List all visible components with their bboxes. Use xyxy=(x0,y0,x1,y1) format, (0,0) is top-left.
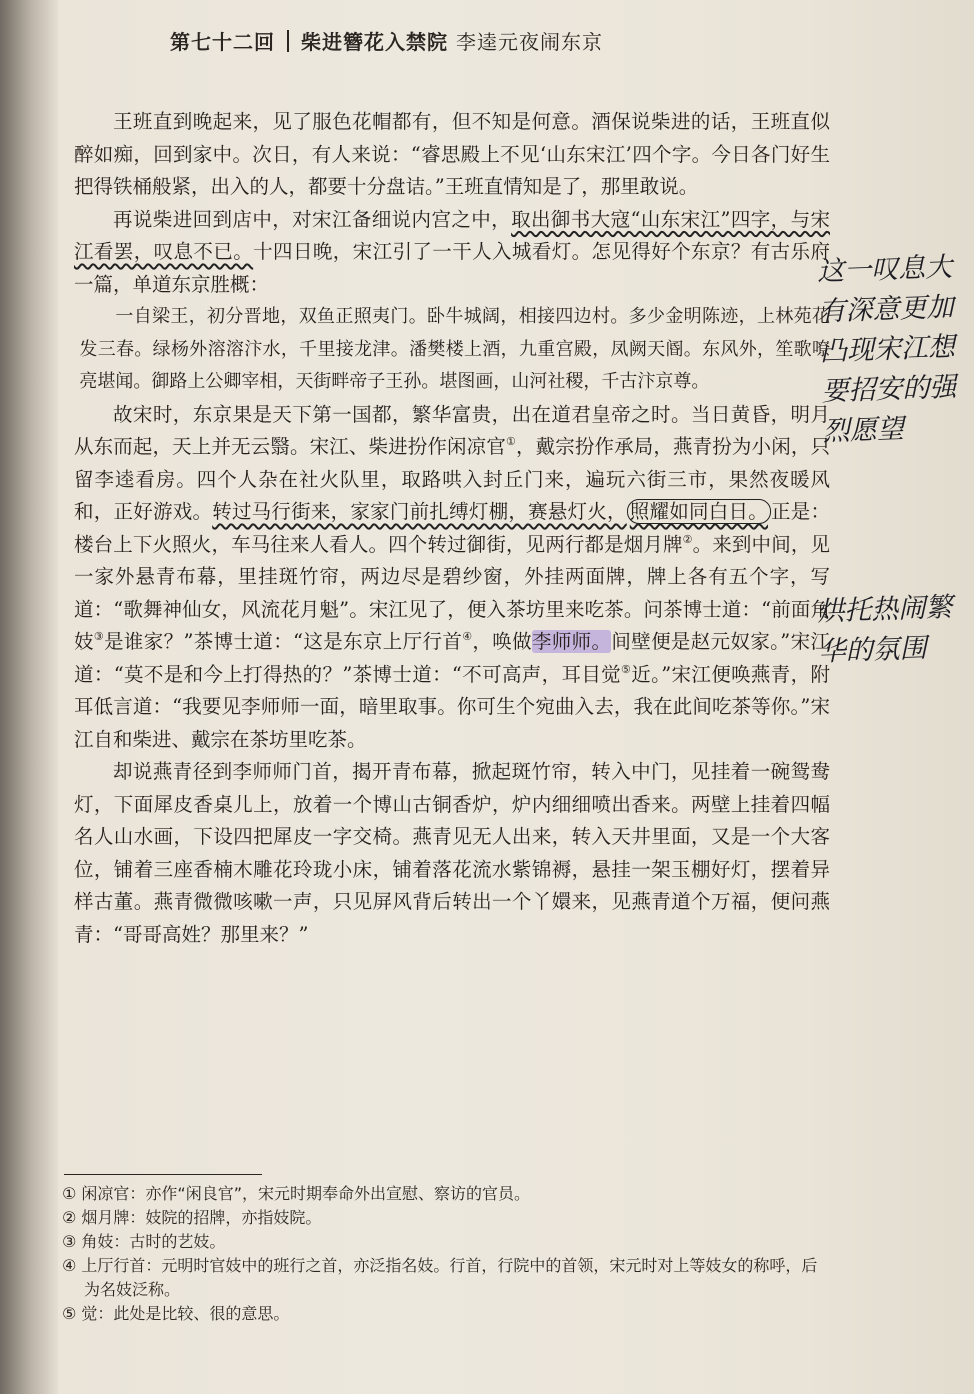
paragraph-text: 却说燕青径到李师师门首，揭开青布幕，掀起斑竹帘，转入中门，见挂着一碗鸳鸯灯，下面犀皮香桌儿上，放着一个博山古铜香炉，炉内细细喷出香来。两壁上挂着四幅名人山水画，下设四把犀皮一字交椅。燕青见无人出来，转入天井里面，又是一个大客位，铺着三座香楠木雕花玲珑小床，铺着落花流水紫锦褥，悬挂一架玉棚好灯，摆着异样古董。燕青微微咳嗽一声，只见屏风背后转出一个丫嬛来，见燕青道个万福，便问燕青：“哥哥高姓？那里来？” xyxy=(74,760,830,946)
chapter-title-part2: 李逵元夜闹东京 xyxy=(456,30,603,54)
footnote: ① 闲凉官：亦作“闲良官”，宋元时期奉命外出宣慰、察访的官员。 xyxy=(62,1184,531,1203)
paragraph-text: 。来到中间，见一家外悬青布幕，里挂斑竹帘，两边尽是碧纱窗，外挂两面牌，牌上各有五个字，写道：“歌舞神仙女，风流花月魁”。宋江见了，便入茶坊里来吃茶。问茶博士道：“前面角妓 xyxy=(74,532,830,653)
footnote-ref: ⑤ xyxy=(621,662,632,676)
paragraph-text: 是谁家？”茶博士道：“这是东京上厅行首 xyxy=(104,630,463,653)
footnote-ref: ④ xyxy=(462,630,473,643)
footnote-ref: ② xyxy=(682,532,693,546)
book-spine xyxy=(0,0,58,1394)
wavy-underlined-text: 转过马行街来，家家门前扎缚灯棚，赛悬灯火， xyxy=(212,500,627,523)
circled-text: 照耀如同白日。 xyxy=(627,499,771,524)
footnote-ref: ① xyxy=(505,435,516,448)
footnotes xyxy=(62,1182,832,1326)
footnote: ③ 角妓：古时的艺妓。 xyxy=(62,1232,226,1251)
main-text xyxy=(74,106,830,951)
paragraph-text: 十四日晚，宋江引了一干人入城看灯。怎见得好个东京？有古乐府一篇，单道东京胜概： xyxy=(74,240,830,296)
highlighted-text: 李师师。 xyxy=(531,630,612,653)
footnote: ④ 上厅行首：元明时官妓中的班行之首，亦泛指名妓。行首，行院中的首领，宋元时对上等妓女的称呼，后为名妓泛称。 xyxy=(62,1256,818,1299)
paragraph-text: 正是：楼台上下火照火，车马往来人看人。四个转过御街，见两行都是烟月牌 xyxy=(74,500,830,556)
paragraph xyxy=(74,756,830,951)
paragraph-text: 近。”宋江便唤燕青，附耳低言道：“我要见李师师一面，暗里取事。你可生个宛曲入去，我在此间吃茶等你。”宋江自和柴进、戴宗在茶坊里吃茶。 xyxy=(74,662,830,751)
paragraph-text: 再说柴进回到店中，对宋江备细说内宫之中， xyxy=(113,207,512,231)
footnote-divider xyxy=(64,1174,262,1175)
running-head xyxy=(170,26,730,66)
paragraph xyxy=(74,204,830,302)
paragraph xyxy=(74,399,830,757)
wavy-underlined-text: 取出御书大寇“山东宋江”四字，与宋江看罢，叹息不已。 xyxy=(74,207,830,263)
footnote-ref: ③ xyxy=(93,630,105,643)
paragraph-text: 间壁便是赵元奴家。”宋江道：“莫不是和今上打得热的？”茶博士道：“不可高声，耳目觉 xyxy=(74,630,830,686)
footnote: ② 烟月牌：妓院的招牌，亦指妓院。 xyxy=(62,1208,322,1227)
paragraph-text: 故宋时，东京果是天下第一国都，繁华富贵，出在道君皇帝之时。当日黄昏，明月从东而起，天上并无云翳。宋江、柴进扮作闲凉官 xyxy=(74,402,830,458)
paragraph-text: 王班直到晚起来，见了服色花帽都有，但不知是何意。酒保说柴进的话，王班直似醉如痴，回到家中。次日，有人来说：“睿思殿上不见‘山东宋江’四个字。今日各门好生把得铁桶般紧，出入的人，都要十分盘诘。”王班直情知是了，那里敢说。 xyxy=(74,110,830,198)
header-separator xyxy=(287,30,289,52)
paragraph-text: ，戴宗扮作承局，燕青扮为小闲，只留李逵看房。四个人杂在社火队里，取路哄入封丘门来，遍玩六街三市，果然夜暖风和，正好游戏。 xyxy=(74,435,830,523)
footnote: ⑤ 觉：此处是比较、很的意思。 xyxy=(62,1304,290,1323)
chapter-title-part1: 柴进簪花入禁院 xyxy=(301,30,448,54)
handwritten-annotation: 烘托热闹繁华的氛围 xyxy=(816,591,953,668)
poem-block xyxy=(74,301,830,399)
paragraph-text: ，唤做 xyxy=(472,630,532,653)
paragraph xyxy=(74,106,830,204)
chapter-number: 第七十二回 xyxy=(170,30,275,54)
poem-text: 一自梁王，初分晋地，双鱼正照夷门。卧牛城阔，相接四边村。多少金明陈迹，上林苑花发三春。绿杨外溶溶汴水，千里接龙津。潘樊楼上酒，九重宫殿，凤阙天阍。东风外，笙歌嘹亮堪闻。御路上公卿宰相，天街畔帝子王孙。堪图画，山河社稷，千古汴京尊。 xyxy=(79,306,830,392)
handwritten-annotation: 这一叹息大有深意更加凸现宋江想要招安的强烈愿望 xyxy=(816,251,957,448)
